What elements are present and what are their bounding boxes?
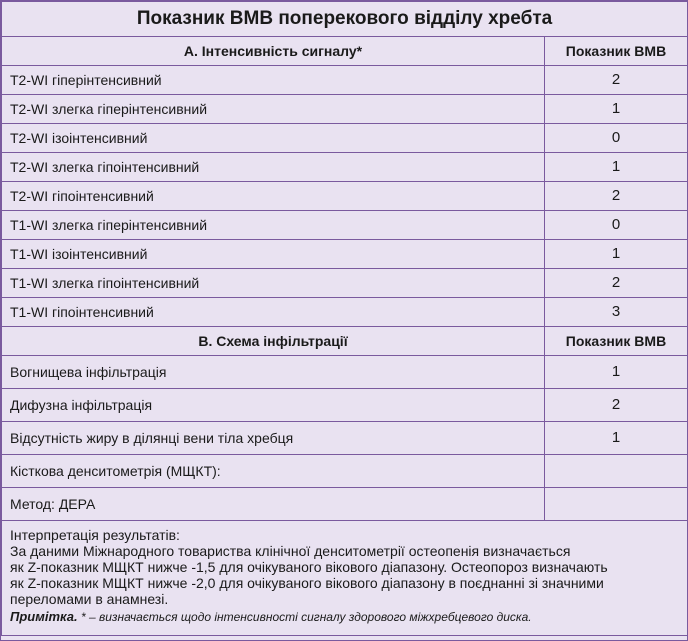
- row-label: T1-WI гіпоінтенсивний: [2, 298, 545, 327]
- row-label: Дифузна інфільтрація: [2, 389, 545, 422]
- section-b-score-header: Показник ВМВ: [545, 327, 688, 356]
- row-label: T2-WI злегка гіперінтенсивний: [2, 95, 545, 124]
- row-value: 1: [545, 153, 688, 182]
- table-row: [2, 95, 688, 124]
- table-row: [2, 240, 688, 269]
- table-row: [2, 182, 688, 211]
- table-row: [2, 124, 688, 153]
- section-b-header: В. Схема інфільтрації: [2, 327, 545, 356]
- table-row: [2, 153, 688, 182]
- table-title: Показник ВМВ поперекового відділу хребта: [2, 2, 688, 37]
- table-row: [2, 298, 688, 327]
- table-row: [2, 455, 688, 488]
- notes-cell: [2, 521, 688, 636]
- row-label: T2-WI злегка гіпоінтенсивний: [2, 153, 545, 182]
- section-a-header-row: [2, 37, 688, 66]
- notes-line: За даними Міжнародного товариства клінічної денситометрії остеопенія визначається: [10, 543, 571, 559]
- row-label: T1-WI злегка гіпоінтенсивний: [2, 269, 545, 298]
- table-title-row: [2, 2, 688, 37]
- row-value: 2: [545, 66, 688, 95]
- row-value: 1: [545, 240, 688, 269]
- row-value: [545, 488, 688, 521]
- table-row: [2, 66, 688, 95]
- table-row: [2, 389, 688, 422]
- row-value: 0: [545, 124, 688, 153]
- row-value: [545, 455, 688, 488]
- row-label: T1-WI ізоінтенсивний: [2, 240, 545, 269]
- row-label: Відсутність жиру в ділянці вени тіла хребця: [2, 422, 545, 455]
- row-value: 1: [545, 95, 688, 124]
- table-row: [2, 356, 688, 389]
- row-label: Вогнищева інфільтрація: [2, 356, 545, 389]
- table-row: [2, 211, 688, 240]
- remark: [10, 609, 679, 625]
- row-value: 1: [545, 422, 688, 455]
- row-value: 3: [545, 298, 688, 327]
- section-a-score-header: Показник ВМВ: [545, 37, 688, 66]
- notes-line: як Z-показник МЩКТ нижче -2,0 для очікуваного вікового діапазону в поєднанні зі значними: [10, 575, 604, 591]
- notes-heading: Інтерпретація результатів:: [10, 527, 180, 543]
- remark-text: * – визначається щодо інтенсивності сигналу здорового міжхребцевого диска.: [77, 610, 532, 624]
- notes-line: переломами в анамнезі.: [10, 591, 169, 607]
- table-row: [2, 269, 688, 298]
- row-label: T2-WI ізоінтенсивний: [2, 124, 545, 153]
- notes-row: [2, 521, 688, 636]
- section-b-header-row: [2, 327, 688, 356]
- row-label: Метод: ДЕРА: [2, 488, 545, 521]
- row-label: T1-WI злегка гіперінтенсивний: [2, 211, 545, 240]
- vmv-score-table: [1, 1, 688, 636]
- row-value: 1: [545, 356, 688, 389]
- notes-line: як Z-показник МЩКТ нижче -1,5 для очікуваного вікового діапазону. Остеопороз визначають: [10, 559, 608, 575]
- table-row: [2, 488, 688, 521]
- row-value: 2: [545, 182, 688, 211]
- row-label: Кісткова денситометрія (МЩКТ):: [2, 455, 545, 488]
- row-value: 2: [545, 389, 688, 422]
- row-label: T2-WI гіпоінтенсивний: [2, 182, 545, 211]
- row-value: 2: [545, 269, 688, 298]
- row-value: 0: [545, 211, 688, 240]
- table-row: [2, 422, 688, 455]
- section-a-header: А. Інтенсивність сигналу*: [2, 37, 545, 66]
- remark-label: Примітка.: [10, 609, 78, 624]
- row-label: T2-WI гіперінтенсивний: [2, 66, 545, 95]
